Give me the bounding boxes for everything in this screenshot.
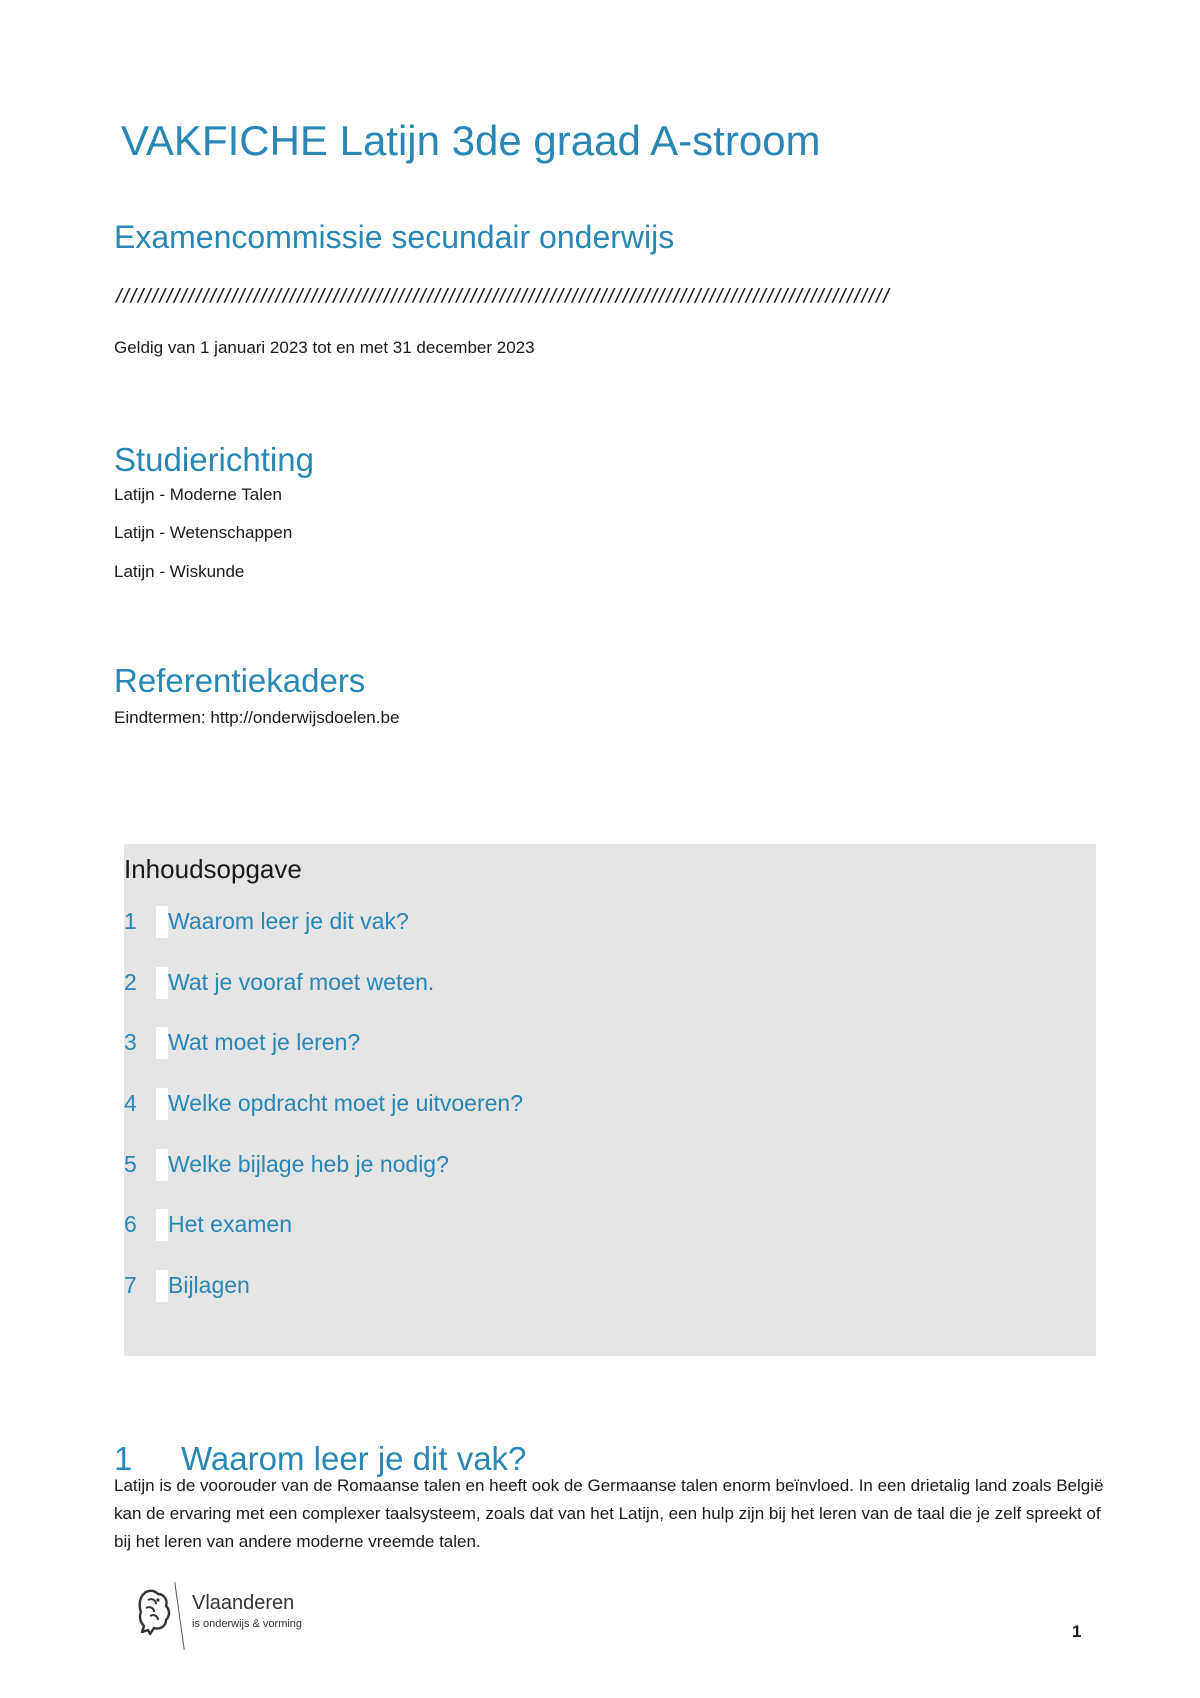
toc-item-number: 7 — [124, 1272, 137, 1298]
toc-item[interactable] — [124, 1027, 1096, 1059]
flemish-lion-icon — [136, 1586, 174, 1636]
vlaanderen-logo — [136, 1580, 336, 1650]
referentiekaders-heading: Referentiekaders — [114, 662, 366, 699]
toc-item-number: 4 — [124, 1090, 137, 1116]
toc-link-vooraf[interactable]: Wat je vooraf moet weten. — [168, 969, 435, 995]
toc-link-opdracht[interactable]: Welke opdracht moet je uitvoeren? — [168, 1090, 523, 1116]
studierichting-item: Latijn - Wetenschappen — [114, 523, 293, 542]
logo-name: Vlaanderen — [192, 1592, 295, 1614]
logo-tagline: is onderwijs & vorming — [192, 1618, 303, 1630]
toc-heading: Inhoudsopgave — [124, 854, 302, 884]
section-paragraph: Latijn is de voorouder van de Romaanse talen en heeft ook de Germaanse talen enorm beïnvloed. In een drietalig land zoals België kan de ervaring met een complexer taalsysteem, zoals dat van het Latijn, een hulp zijn bij het leren van de taal die je zelf spreekt of bij het leren van andere moderne vreemde talen. — [114, 1476, 1104, 1551]
toc-item-number: 2 — [124, 969, 137, 995]
toc-item-number: 3 — [124, 1029, 137, 1055]
toc-item[interactable] — [124, 1088, 1096, 1120]
document-subtitle: Examencommissie secundair onderwijs — [114, 219, 675, 255]
slash-divider: /////////////////////////////////////////////////////////////////////////////////////////////////////////// — [114, 285, 889, 306]
toc-link-examen[interactable]: Het examen — [168, 1211, 293, 1237]
toc-item[interactable] — [124, 906, 1096, 938]
toc-item[interactable] — [124, 1149, 1096, 1181]
section-number: 1 — [114, 1440, 133, 1477]
studierichting-item: Latijn - Wiskunde — [114, 562, 245, 581]
validity-period: Geldig van 1 januari 2023 tot en met 31 december 2023 — [114, 338, 535, 357]
toc-link-leren[interactable]: Wat moet je leren? — [168, 1029, 361, 1055]
toc-item-number: 5 — [124, 1151, 137, 1177]
document-title: VAKFICHE Latijn 3de graad A-stroom — [121, 117, 821, 164]
toc-item[interactable] — [124, 1209, 1096, 1241]
toc-link-bijlagen[interactable]: Bijlagen — [168, 1272, 250, 1298]
section-title: Waarom leer je dit vak? — [181, 1440, 527, 1477]
table-of-contents — [124, 844, 1096, 1356]
toc-item[interactable] — [124, 1270, 1096, 1302]
eindtermen-link: Eindtermen: http://onderwijsdoelen.be — [114, 708, 400, 727]
page-number: 1 — [1072, 1622, 1082, 1641]
toc-link-bijlage[interactable]: Welke bijlage heb je nodig? — [168, 1151, 449, 1177]
toc-item[interactable] — [124, 967, 1096, 999]
toc-link-waarom[interactable]: Waarom leer je dit vak? — [168, 908, 409, 934]
studierichting-item: Latijn - Moderne Talen — [114, 485, 282, 504]
toc-item-number: 6 — [124, 1211, 137, 1237]
studierichting-heading: Studierichting — [114, 441, 314, 478]
toc-item-number: 1 — [124, 908, 137, 934]
